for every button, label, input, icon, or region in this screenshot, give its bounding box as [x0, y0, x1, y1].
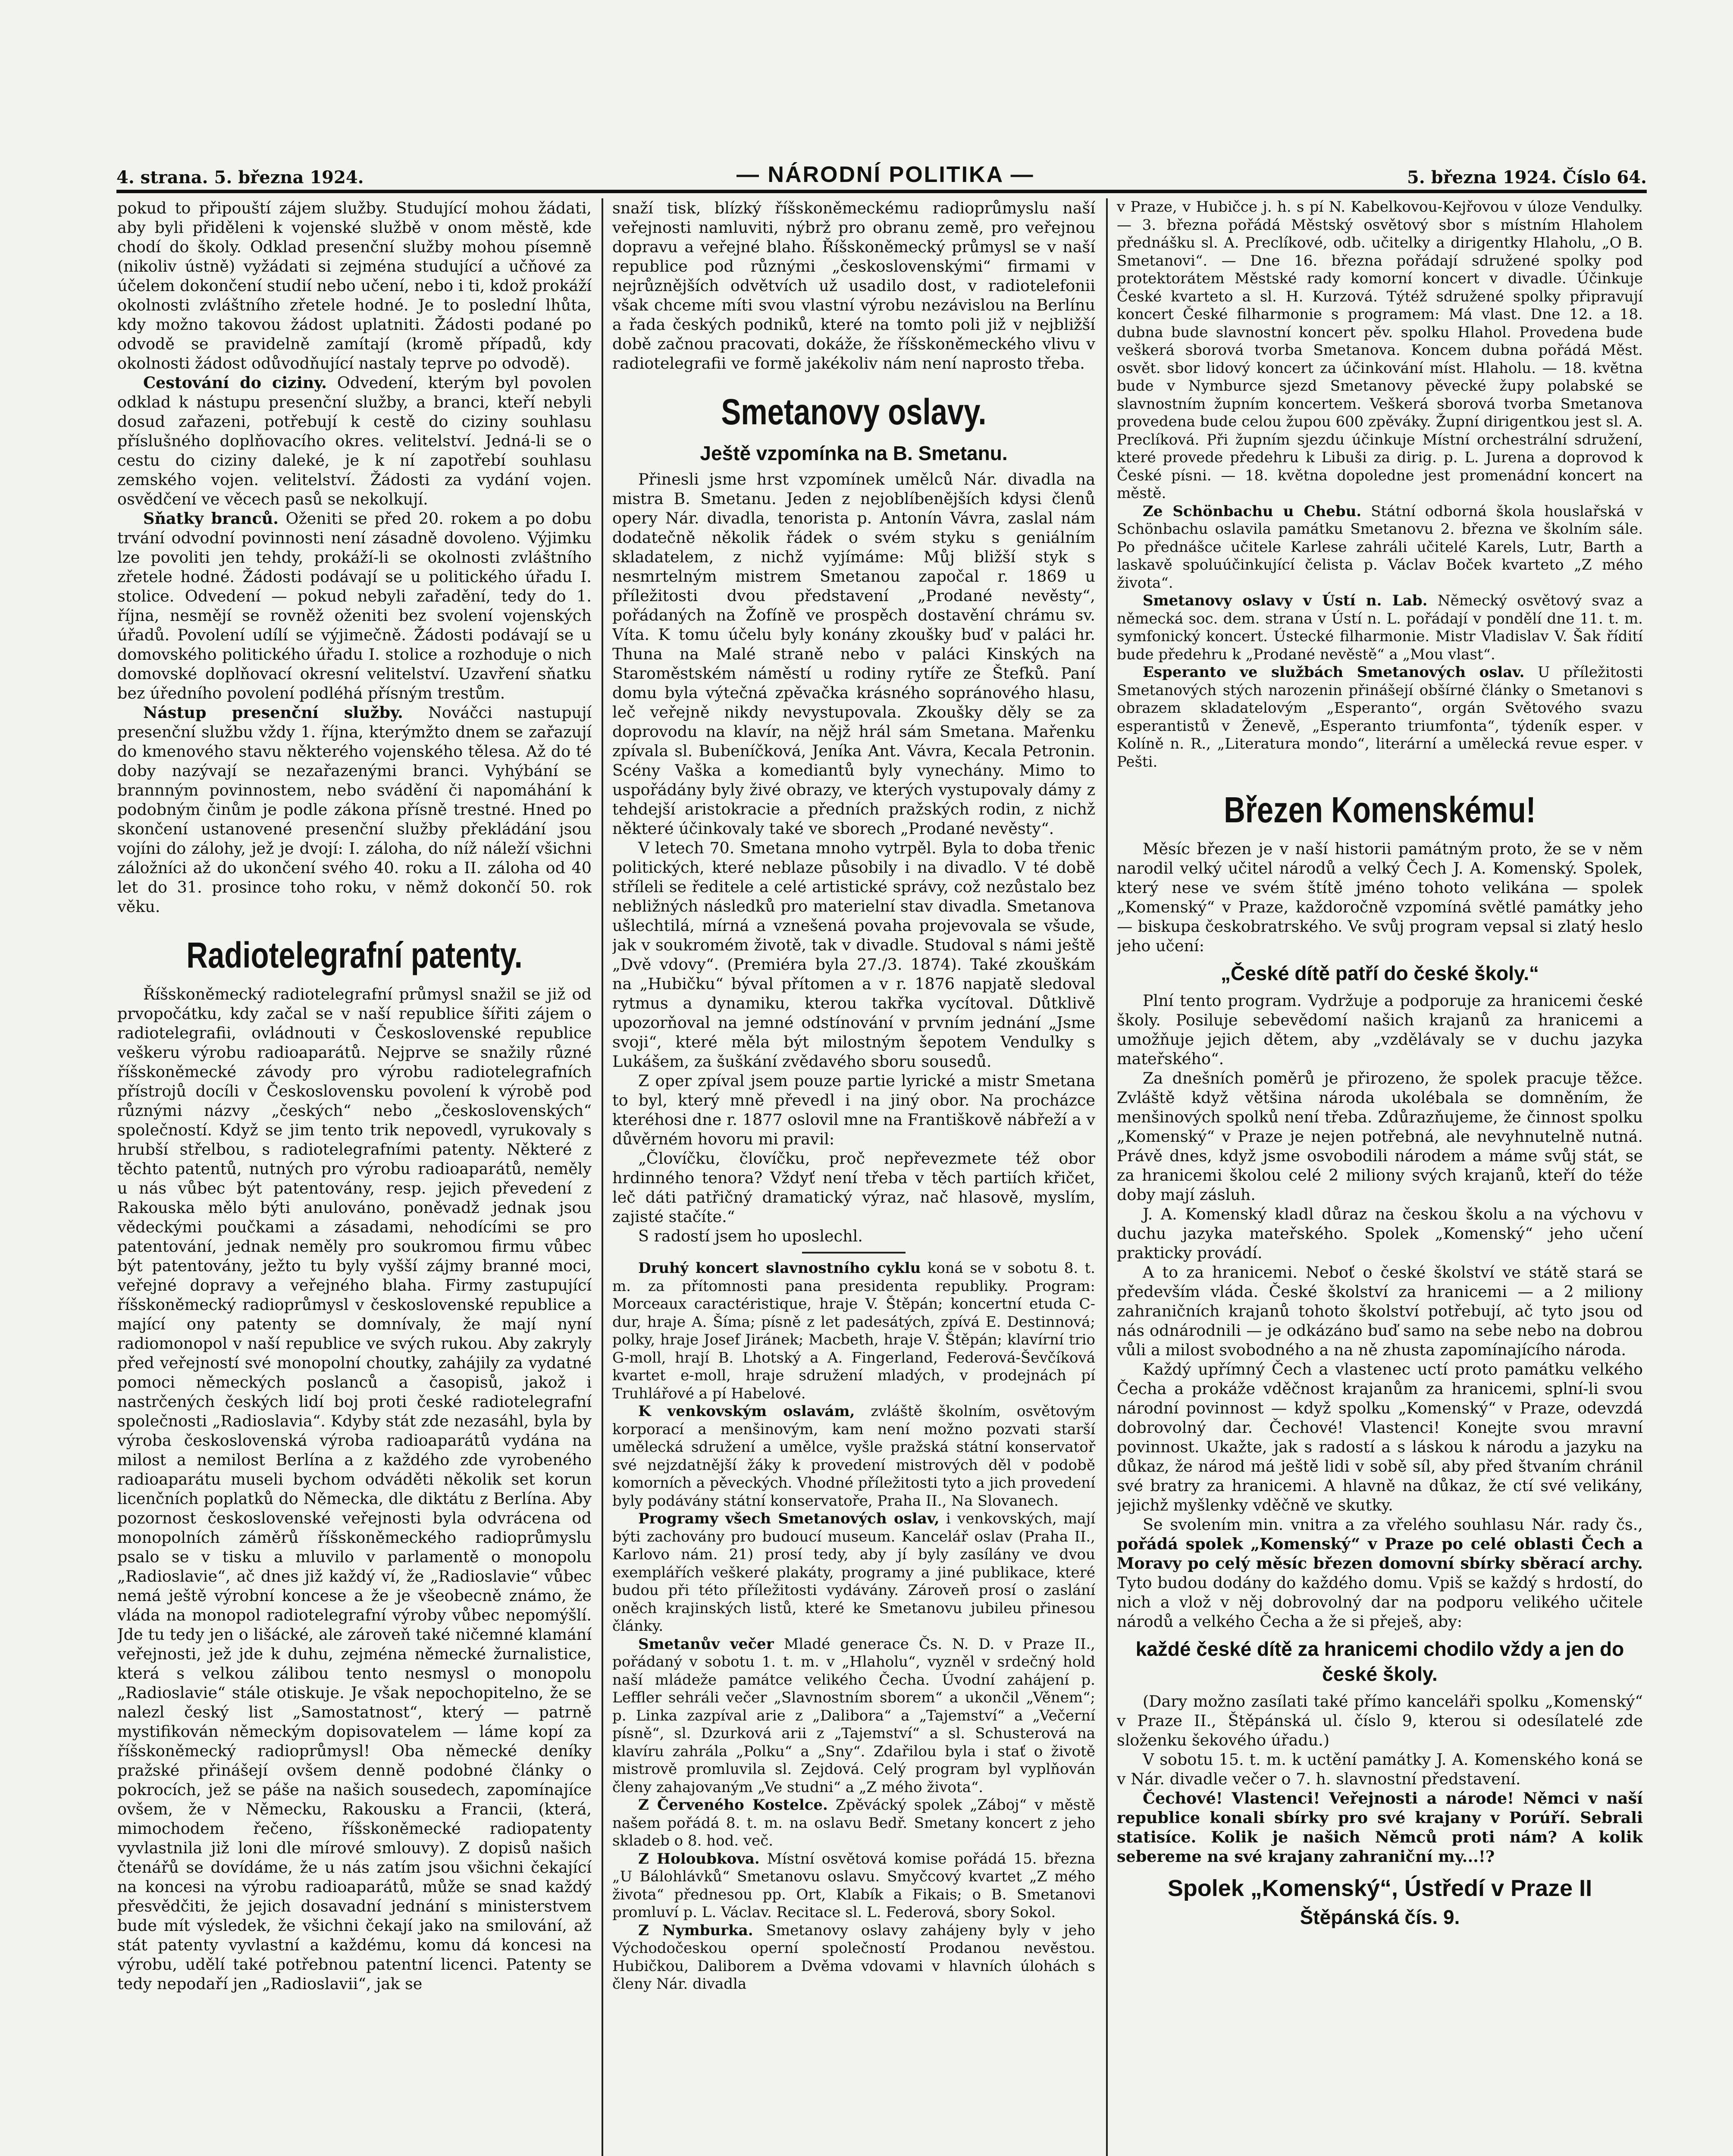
- notice-lead: Druhý koncert slavnostního cyklu: [638, 1260, 921, 1277]
- paragraph-text: Oženiti se před 20. rokem a po dobu trvání odvodní povinnosti není zásadně dovoleno. Výjimku lze povoliti jen tehdy, prokáží-li se okolnosti zvláštního zřetele hodné. Žádosti podávají se u politického úřadu I. stolice. Odvedení — pokud nebyli zařadění, tedy do 1. října, nesmějí se rovněž oženiti bez svolení vojenských úřadů. Povolení udílí se výjimečně. Žádosti podávají se u domovského politického úřadu I. stolice a rozhoduje o nich domovské doplňovací okresní velitelství. Uzavření sňatku bez úředního povolení podléhá přísným trestům.: [117, 509, 592, 702]
- notice-paragraph: v Praze, v Hubičce j. h. s pí N. Kabelkovou-Kejřovou v úloze Vendulky. — 3. března pořádá Městský osvětový sbor s místním Hlaholem přednášku sl. A. Preclíkové, odb. učitelky a dirigentky Hlaholu, „O B. Smetanovi“. — Dne 16. března pořádají sdružené spolky pod protektorátem Městské rady komorní koncert v divadle. Účinkuje České kvarteto a sl. H. Kurzová. Týtéž sdružené spolky připravují koncert České filharmonie s programem: Má vlast. Dne 12. a 18. dubna bude slavnostní koncert pěv. spolku Hlahol. Provedena bude veškerá sborová tvorba Smetanova. Koncem dubna pořádá Měst. osvět. sbor lidový koncert za účinkování míst. Hlaholu. — 18. května bude v Nymburce sjezd Smetanovy pěvecké župy polabské se slavnostním župním koncertem. Veškerá sborová tvorba Smetanova provedena bude celou župou 600 zpěváky. Župní dirigentkou jest sl. A. Preclíková. Při župním sjezdu účinkuje Místní orchestrální sdružení, které provede předehru k Libuši za dirig. p. L. Jurena a doprovod k České písni. — 18. května dopoledne jest promenádní koncert na městě.: [1117, 198, 1643, 502]
- newspaper-title: — NÁRODNÍ POLITIKA —: [736, 162, 1034, 187]
- notice-text: Zpěvácký spolek „Záboj“ v městě našem pořádá 8. t. m. na oslavu Bedř. Smetany koncert z jeho skladeb o 8. hod. več.: [612, 1796, 1095, 1849]
- article-paragraph: Plní tento program. Vydržuje a podporuje za hranicemi české školy. Posiluje sebevědomí našich krajanů za hranicemi a umožňuje jejich dětem, aby „vzdělávaly se v duchu jazyka mateřského“.: [1117, 991, 1643, 1068]
- news-notices: [612, 1260, 1095, 1993]
- article-paragraph: [117, 509, 592, 703]
- article-paragraph: V sobotu 15. t. m. k uctění památky J. A. Komenského koná se v Nár. divadle večer o 7. h. slavnostní představení.: [1117, 1750, 1643, 1788]
- article-paragraph: V letech 70. Smetana mnoho vytrpěl. Byla to doba třenic politických, které neblaze působily i na divadlo. V té době stříleli se ředitele a celé artistické správy, což nezůstalo bez nebližných následků pro materielní stav divadla. Smetanova ušlechtilá, mírná a vznešená povaha projevovala se všude, jak v soukromém životě, tak v divadle. Studoval s námi ještě „Dvě vdovy“. (Premiéra byla 27./3. 1874). Také zkouškám na „Hubičku“ býval přítomen a v r. 1876 napjatě sledoval rytmus a dynamiku, kterou takřka vycítoval. Důtklivě upozorňoval na jemné odstínování v prvním jednání „Jsme svoji“, které měla být milostným šepotem Vendulky s Lukášem, za šuškání zvědavého sboru sousedů.: [612, 839, 1095, 1071]
- notice-text: i venkovských, mají býti zachovány pro budoucí museum. Kancelář oslav (Praha II., Karlovo nám. 21) prosí tedy, aby jí byly zasílány ve dvou exemplářích veškeré plakáty, programy a jiné publikace, které budou při této příležitosti vydávány. Zároveň prosí o zaslání oněch krajinských listů, které ke Smetanovu jubileu přinesou články.: [612, 1510, 1095, 1635]
- article-paragraph: J. A. Komenský kladl důraz na českou školu a na výchovu v duchu jazyka mateřského. Spolek „Komenský“ jeho učení prakticky provádí.: [1117, 1205, 1643, 1262]
- notice-paragraph: [612, 1796, 1095, 1850]
- headline-smetana: Smetanovy oslavy.: [721, 392, 987, 432]
- masthead-rule: [116, 190, 1647, 193]
- notice-text: Státní odborná škola houslařská v Schönbachu oslavila památku Smetanovu 2. března ve školním sále. Po přednášce učitele Karlese zahráli učitelé Karels, Lutr, Barth a laskavě spoluúčinkující čelista p. Václav Boček kvarteto „Z mého života“.: [1117, 502, 1643, 592]
- notice-paragraph: [612, 1403, 1095, 1510]
- notice-lead: K venkovským oslavám,: [638, 1403, 855, 1420]
- notice-text: Smetanovy oslavy zahájeny byly v jeho Východočeskou operní společností Prodanou nevěstou. Hubičkou, Daliborem a Dvěma vdovami v hlavních úlohách s členy Nár. divadla: [612, 1921, 1095, 1993]
- paragraph-bold: pořádá spolek „Komenský“ v Praze po celé oblasti Čech a Moravy po celý měsíc březen domovní sbírky sběrací archy.: [1117, 1535, 1643, 1573]
- notice-lead: Z Červeného Kostelce.: [638, 1796, 828, 1814]
- issue-date-number: 5. března 1924. Číslo 64.: [1407, 167, 1647, 188]
- column-2: [612, 198, 1095, 2156]
- motto: „České dítě patří do české školy.“: [1220, 962, 1539, 984]
- article-paragraph: „Človíčku, človíčku, proč nepřevezmete též obor hrdinného tenora? Vždyť není třeba v těch partiích křičet, leč dáti patřičný dramatický výraz, nač hlasově, myslím, zajisté stačíte.“: [612, 1149, 1095, 1226]
- article-paragraph: S radostí jsem ho uposlechl.: [638, 1227, 863, 1245]
- article-paragraph: Přinesli jsme hrst vzpomínek umělců Nár. divadla na mistra B. Smetanu. Jeden z nejoblíbenějších kdysi členů opery Nár. divadla, tenorista p. Antonín Vávra, zaslal nám dodatečně několik řádek o svém styku s geniálním skladatelem, z nichž vyjímáme: Můj bližší styk s nesmrtelným mistrem Smetanou započal r. 1869 u příležitosti dvou představení „Prodané nevěsty“, pořádaných na Žofíně ve prospěch dostavění chrámu sv. Víta. K tomu účelu byly konány zkoušky buď v paláci hr. Thuna na Malé straně nebo v paláci Kinských na Staroměstském náměstí u rodiny rytíře ze Štefků. Paní domu byla výtečná zpěvačka krásného sopránového hlasu, leč veřejně nikdy nevystupovala. Zkoušky děly se za doprovodu na klavír, na nějž hrál sám Smetana. Mařenku zpívala sl. Bubeníčková, Jeníka Ant. Vávra, Kecala Petronin. Scény Vaška a komediantů byly vynechány. Mimo to uspořádány byly živé obrazy, ve kterých vystupovaly dámy z tehdejší aristokracie a předních pražských rodin, z nichž některé účinkovaly také ve sborech „Prodané nevěsty“.: [612, 470, 1095, 838]
- notice-paragraph: [1117, 503, 1643, 592]
- column-rule: [1106, 198, 1108, 2156]
- page-number-date: 4. strana. 5. března 1924.: [116, 167, 364, 188]
- paragraph-text: Se svolením min. vnitra a za vřelého souhlasu Nár. rady čs.,: [1143, 1515, 1643, 1534]
- notice-paragraph: [612, 1510, 1095, 1636]
- paragraph-text: Tyto budou dodány do každého domu. Vpiš se každý s hrdostí, do nich a vlož v něj dobrovolný dar na podporu velikého učitele národů a velkého Čecha a že si přeješ, aby:: [1117, 1573, 1643, 1631]
- column-1: [117, 198, 592, 2156]
- notice-paragraph: [612, 1636, 1095, 1797]
- paragraph-text: Odvedení, kterým byl povolen odklad k nástupu presenční služby, a branci, kteří nebyli dosud zařazeni, potřebují k cestě do ciziny souhlasu příslušného doplňovacího okres. velitelství. Jedná-li se o cestu do ciziny daleké, je k ní zapotřebí souhlasu zemského vojen. velitelství. Žádosti za vydání vojen. osvědčení ve věcech pasů se nekolkují.: [117, 373, 592, 508]
- section-divider: [802, 1252, 906, 1253]
- notice-paragraph: [1117, 664, 1643, 771]
- article-paragraph: [117, 373, 592, 509]
- notice-text: Německý osvětový svaz a německá soc. dem. strana v Ústí n. L. pořádají v pondělí dne 11. t. m. symfonický koncert. Ústecké filharmonie. Mistr Vladislav V. Šak řídití bude předehru k „Prodané nevěstě“ a „Mou vlast“.: [1117, 592, 1643, 663]
- notice-text: koná se v sobotu 8. t. m. za přítomnosti pana presidenta republiky. Program: Morceaux caractéristique, hraje V. Štěpán; koncertní etuda C-dur, hraje A. Šíma; písně z let padesátých, zpívá E. Destinnová; polky, hraje Josef Jiránek; Macbeth, hraje V. Štěpán; klavírní trio G-moll, hrají B. Lhotský a A. Fingerland, Federová-Ševčíková kvartet e-moll, hraje sdružení mladých, v prodejnách pí Truhlářové a pí Habelové.: [612, 1260, 1095, 1402]
- notice-lead: Z Nymburka.: [638, 1921, 753, 1939]
- subheadline-smetana: Ještě vzpomínka na B. Smetanu.: [700, 442, 1008, 464]
- notice-paragraph: [612, 1850, 1095, 1922]
- article-paragraph: A to za hranicemi. Neboť o české školství ve státě stará se především vláda. České školství za hranicemi — a 2 miliony zahraničních krajanů tohoto školství potřebují, ač tyto jsou od nás odnárodnili — je odkázáno buď samo na sebe nebo na dobrou vůli a milost svobodného a na ně zhusta zapomínajícího národa.: [1117, 1263, 1643, 1359]
- article-paragraph: Říšskoněmecký radiotelegrafní průmysl snažil se již od prvopočátku, kdy začal se v naší republice šířiti zájem o radiotelegrafii, ovládnouti v Československé republice veškeru výrobu radioaparátů. Nejprve se snažily různé říšskoněmecké závody pro výrobu radiotelegrafních přístrojů docíli v Československu povolení k výrobě pod různými názvy „českých“ nebo „československých“ společností. Když se jim tento trik nepovedl, vyrukovaly s hrubší střelbou, s radiotelegrafními patenty. Některé z těchto patentů, nutných pro výrobu radioaparátů, neměly u nás vůbec být patentovány, resp. jejich převedení z Rakouska mělo býti anulováno, poněvadž jednak jsou vědeckými poučkami a zásadami, nehodícími se pro patentování, jednak neměly pro soukromou firmu vůbec být patentovány, ježto tu byly vyšší zájmy branné moci, veřejné dopravy a veřejného blaha. Firmy zastupující říšskoněmecký radioprůmysl v československé republice a mající ony patenty se domnívaly, že mají nyní radiomonopol v naší republice ve svých rukou. Aby zakryly před veřejností své monopolní choutky, zahájily za vydatné pomoci německých poslanců a časopisů, jakož i nastrčených českých lidí boj proti české radiotelegrafní společnosti „Radioslavia“. Kdyby stát zde nezasáhl, byla by výroba československá výroba radioaparátů vydána na milost a nemilost Berlína a z každého zde vyrobeného radioaparátu museli bychom odváděti několik set korun licenčních poplatků do Německa, dle diktátu z Berlína. Aby pozornost československé veřejnosti byla odvrácena od monopolních záměrů říšskoněmeckého radioprůmyslu psalo se v tisku a mluvilo v parlamentě o monopolu „Radioslavie“, ač dnes již každý ví, že „Radioslavie“ vůbec nemá ještě výrobní koncese a že je všeobecně známo, že vláda na monopol radiotelegrafní výroby vůbec nepomýšlí. Jde tu tedy jen o lišácké, ale zároveň také ničemné klamání veřejnosti, jež jde k duhu, zejména německé žurnalistice, která s velkou zálibou tento nesmysl o monopolu „Radioslavie“ stále otiskuje. Je však nepochopitelno, že se nalezl český list „Samostatnost“, který — patrně mystifikován německým dopisovatelem — láme kopí za říšskoněmecký radioprůmysl! Oba německé deníky pražské přinášejí ovšem denně podobné články o pokrocích, jež se páše na našich sousedech, zapomínajíce ovšem, že v Německu, Rakousku a Francii, (která, mimochodem řečeno, říšskoněmecké radiopatenty vyvlastnila již loni dle mírové smlouvy). Z dopisů našich čtenářů se dovídáme, že u nás zatím jsou všichni čekající na koncesi na výrobu radioaparátů, může se snad každý přesvědčiti, že jejich dosavadní jednání s ministerstvem bude mít výsledek, že všichni čekají jako na smilování, až stát patenty vyvlastní a každému, komu dá koncesi na výrobu, udělí také potřebnou patentní licenci. Patenty se tedy nepodaří jen „Radioslavii“, jak se: [117, 985, 592, 1993]
- paragraph-lead: Nástup presenční služby.: [143, 703, 403, 722]
- column-3: [1117, 198, 1643, 2156]
- article-paragraph: Z oper zpíval jsem pouze partie lyrické a mistr Smetana to byl, který mně převedl i na jiný obor. Na procházce kteréhosi dne r. 1877 oslovil mne na Františkově nábřeží a v důvěrném hovoru mi pravil:: [612, 1072, 1095, 1148]
- article-paragraph: [117, 703, 592, 916]
- paragraph-text: Nováčci nastupují presenční službu vždy 1. října, kterýmžto dnem se zařazují do kmenového stavu některého vojenského tělesa. Až do té doby nazývají se nezařazenými branci. Vyhýbání se brannným povinnostem, nebo svádění či napomáhání k podobným činům je podle zákona přísně trestné. Hned po skončení ustanovené presenční služby překládání jsou vojíni do zálohy, jež je dvojí: I. záloha, do níž náleží všichni záložníci až do ukončení svého 40. roku a II. záloha od 40 let do 31. prosince toho roku, v němž dokončí 50. rok věku.: [117, 703, 592, 916]
- article-paragraph: snaží tisk, blízký říšskoněmeckému radioprůmyslu naší veřejnosti namluviti, nýbrž pro obranu země, pro veřejnou dopravu a veřejné blaho. Říšskoněmecký průmysl se v naší republice pod různými „československými“ firmami v nejrůznějších odvětvích už usadilo dost, v radiotelefonii však chceme míti svou vlastní výrobu nezávislou na Berlínu a řada českých podniků, které na tomto poli již v nejbližší době začnou pracovati, dokáže, že říšskoněmeckého vlivu v radiotelegrafii ve formě jakékoliv nám není naprosto třeba.: [612, 199, 1095, 373]
- article-paragraph: Za dnešních poměrů je přirozeno, že spolek pracuje těžce. Zvláště když většina národa ukolébala se domněním, že menšinových spolků není třeba. Zdůrazňujeme, že činnost spolku „Komenský“ v Praze je nejen potřebná, ale nevyhnutelně nutná. Právě dnes, když jsme osvobodili národem a máme svůj stát, se za hranicemi školou celé 2 miliony svých krajanů, kteří do téže doby mají zásluh.: [1117, 1069, 1643, 1204]
- notice-text: U příležitosti Smetanových stých narozenin přinášejí obšírné články o Smetanovi s obrazem skladatelovým „Esperanto“, orgán Světového svazu esperantistů v Ženevě, „Esperanto triumfonta“, týdeník esper. v Kolíně n. R., „Literatura mondo“, literární a umělecká revue esper. v Pešti.: [1117, 664, 1643, 771]
- article-paragraph: pokud to připouští zájem služby. Studující mohou žádati, aby byli přiděleni k vojenské službě v onom městě, kde chodí do školy. Odklad presenční služby mohou písemně (nikoliv ústně) vyžádati si zejména studující a učňové za účelem dokončení studií nebo učení, nebo i ti, kdož prokáží okolnosti zvláštního zřetele hodné. Je to poslední lhůta, kdy možno takovou žádost uplatniti. Žádosti podané po odvodě se pravidelně zamítají (kromě případů, kdy okolnosti žádost odůvodňující nastaly teprve po odvodě).: [117, 199, 592, 373]
- signature: Spolek „Komenský“, Ústředí v Praze II: [1167, 1875, 1592, 1901]
- notice-text: Mladé generace Čs. N. D. v Praze II., pořádaný v sobotu 1. t. m. v „Hlaholu“, vyzněl v srdečný hold naší mládeže památce velikého Čecha. Úvodní zahájení p. Leffler sehráli večer „Slavnostním sborem“ a ukončil „Věnem“; p. Linka zazpíval arie z „Dalibora“ a „Tajemství“ a „Večerní písně“, sl. Dzurková arii z „Tajemství“ a sl. Schusterová na klavíru zahrála „Polku“ a „Sny“. Zdařilou byla i stať o životě mistrově promluvila sl. Zejdová. Celý program byl vyplňován členy zahajovaným „Ve studni“ a „Z mého života“.: [612, 1635, 1095, 1796]
- notice-paragraph: [612, 1260, 1095, 1403]
- paragraph-lead: Sňatky branců.: [143, 509, 279, 528]
- notice-lead: Z Holoubkova.: [638, 1850, 760, 1868]
- notice-text: Místní osvětová komise pořádá 15. března „U Bálohlávků“ Smetanovu oslavu. Smyčcový kvartet „Z mého života“ přednesou pp. Ort, Klabík a Fikais; o B. Smetanovi promluví p. L. Václav. Recitace sl. L. Federová, sbory Sokol.: [612, 1850, 1095, 1921]
- notice-lead: Esperanto ve službách Smetanových oslav.: [1143, 664, 1525, 681]
- article-paragraph: (Dary možno zasílati také přímo kanceláři spolku „Komenský“ v Praze II., Štěpánská ul. číslo 9, kterou si odesílatelé zde složenku šekového úřadu.): [1117, 1692, 1643, 1749]
- notice-lead: Programy všech Smetanových oslav,: [638, 1510, 940, 1527]
- notice-lead: Ze Schönbachu u Chebu.: [1143, 502, 1362, 520]
- news-notices: [1117, 198, 1643, 771]
- notice-text: zvláště školním, osvětovým korporací a menšinovým, kam není možno pozvati starší umělecká sdružení a umělce, vyšle pražská státní konservatoř své nejzdatnější žáky k provedení mistrových děl v podobě komorních a pěveckých. Vhodné příležitosti tyto a jich provedení byly podávány státní konservatoře, Praha II., Na Slovanech.: [612, 1403, 1095, 1510]
- headline-komensky: Březen Komenskému!: [1224, 790, 1536, 830]
- address: Štěpánská čís. 9.: [1300, 1906, 1460, 1928]
- notice-lead: Smetanův večer: [638, 1635, 774, 1653]
- paragraph-lead: Cestování do ciziny.: [143, 373, 327, 392]
- appeal-paragraph: Čechové! Vlastenci! Veřejnosti a národe! Němci v naší republice konali sbírky pro své krajany v Porúří. Sebrali statisíce. Kolik je našich Němců proti nám? A kolik sebereme na své krajany zahraniční my...!?: [1117, 1789, 1643, 1866]
- notice-paragraph: [1117, 592, 1643, 664]
- notice-lead: Smetanovy oslavy v Ústí n. Lab.: [1143, 592, 1428, 609]
- masthead: [116, 153, 1647, 188]
- headline-radio-patents: Radiotelegrafní patenty.: [186, 935, 523, 975]
- notice-paragraph: [612, 1922, 1095, 1993]
- article-paragraph: [1117, 1515, 1643, 1631]
- column-rule: [602, 198, 603, 2156]
- article-paragraph: Měsíc březen je v naší historii památným proto, že se v něm narodil velký učitel národů a velký Čech J. A. Komenský. Spolek, který nese ve svém štítě jméno tohoto velikána — spolek „Komenský“ v Praze, každoročně vzpomíná světlé památky jeho — biskupa českobratrského. Ve svůj program vepsal si zlatý heslo jeho učení:: [1117, 840, 1643, 955]
- article-paragraph: Každý upřímný Čech a vlastenec uctí proto památku velkého Čecha a prokáže vděčnost krajanům za hranicemi, splní-li svou národní povinnost — když spolku „Komenský“ v Praze, odevzdá dobrovolný dar. Čechové! Vlastenci! Konejte svou mravní povinnost. Ukažte, jak s radostí a s láskou k národu a jazyku na důkaz, že národ má ještě lidi v sobě síl, aby před štvaním chránil své bratry za hranicemi. A hlavně na důkaz, že ctí své velikány, jejichž myšlenky vděčně ve skutky.: [1117, 1360, 1643, 1514]
- motto: každé české dítě za hranicemi chodilo vždy a jen do české školy.: [1135, 1638, 1624, 1685]
